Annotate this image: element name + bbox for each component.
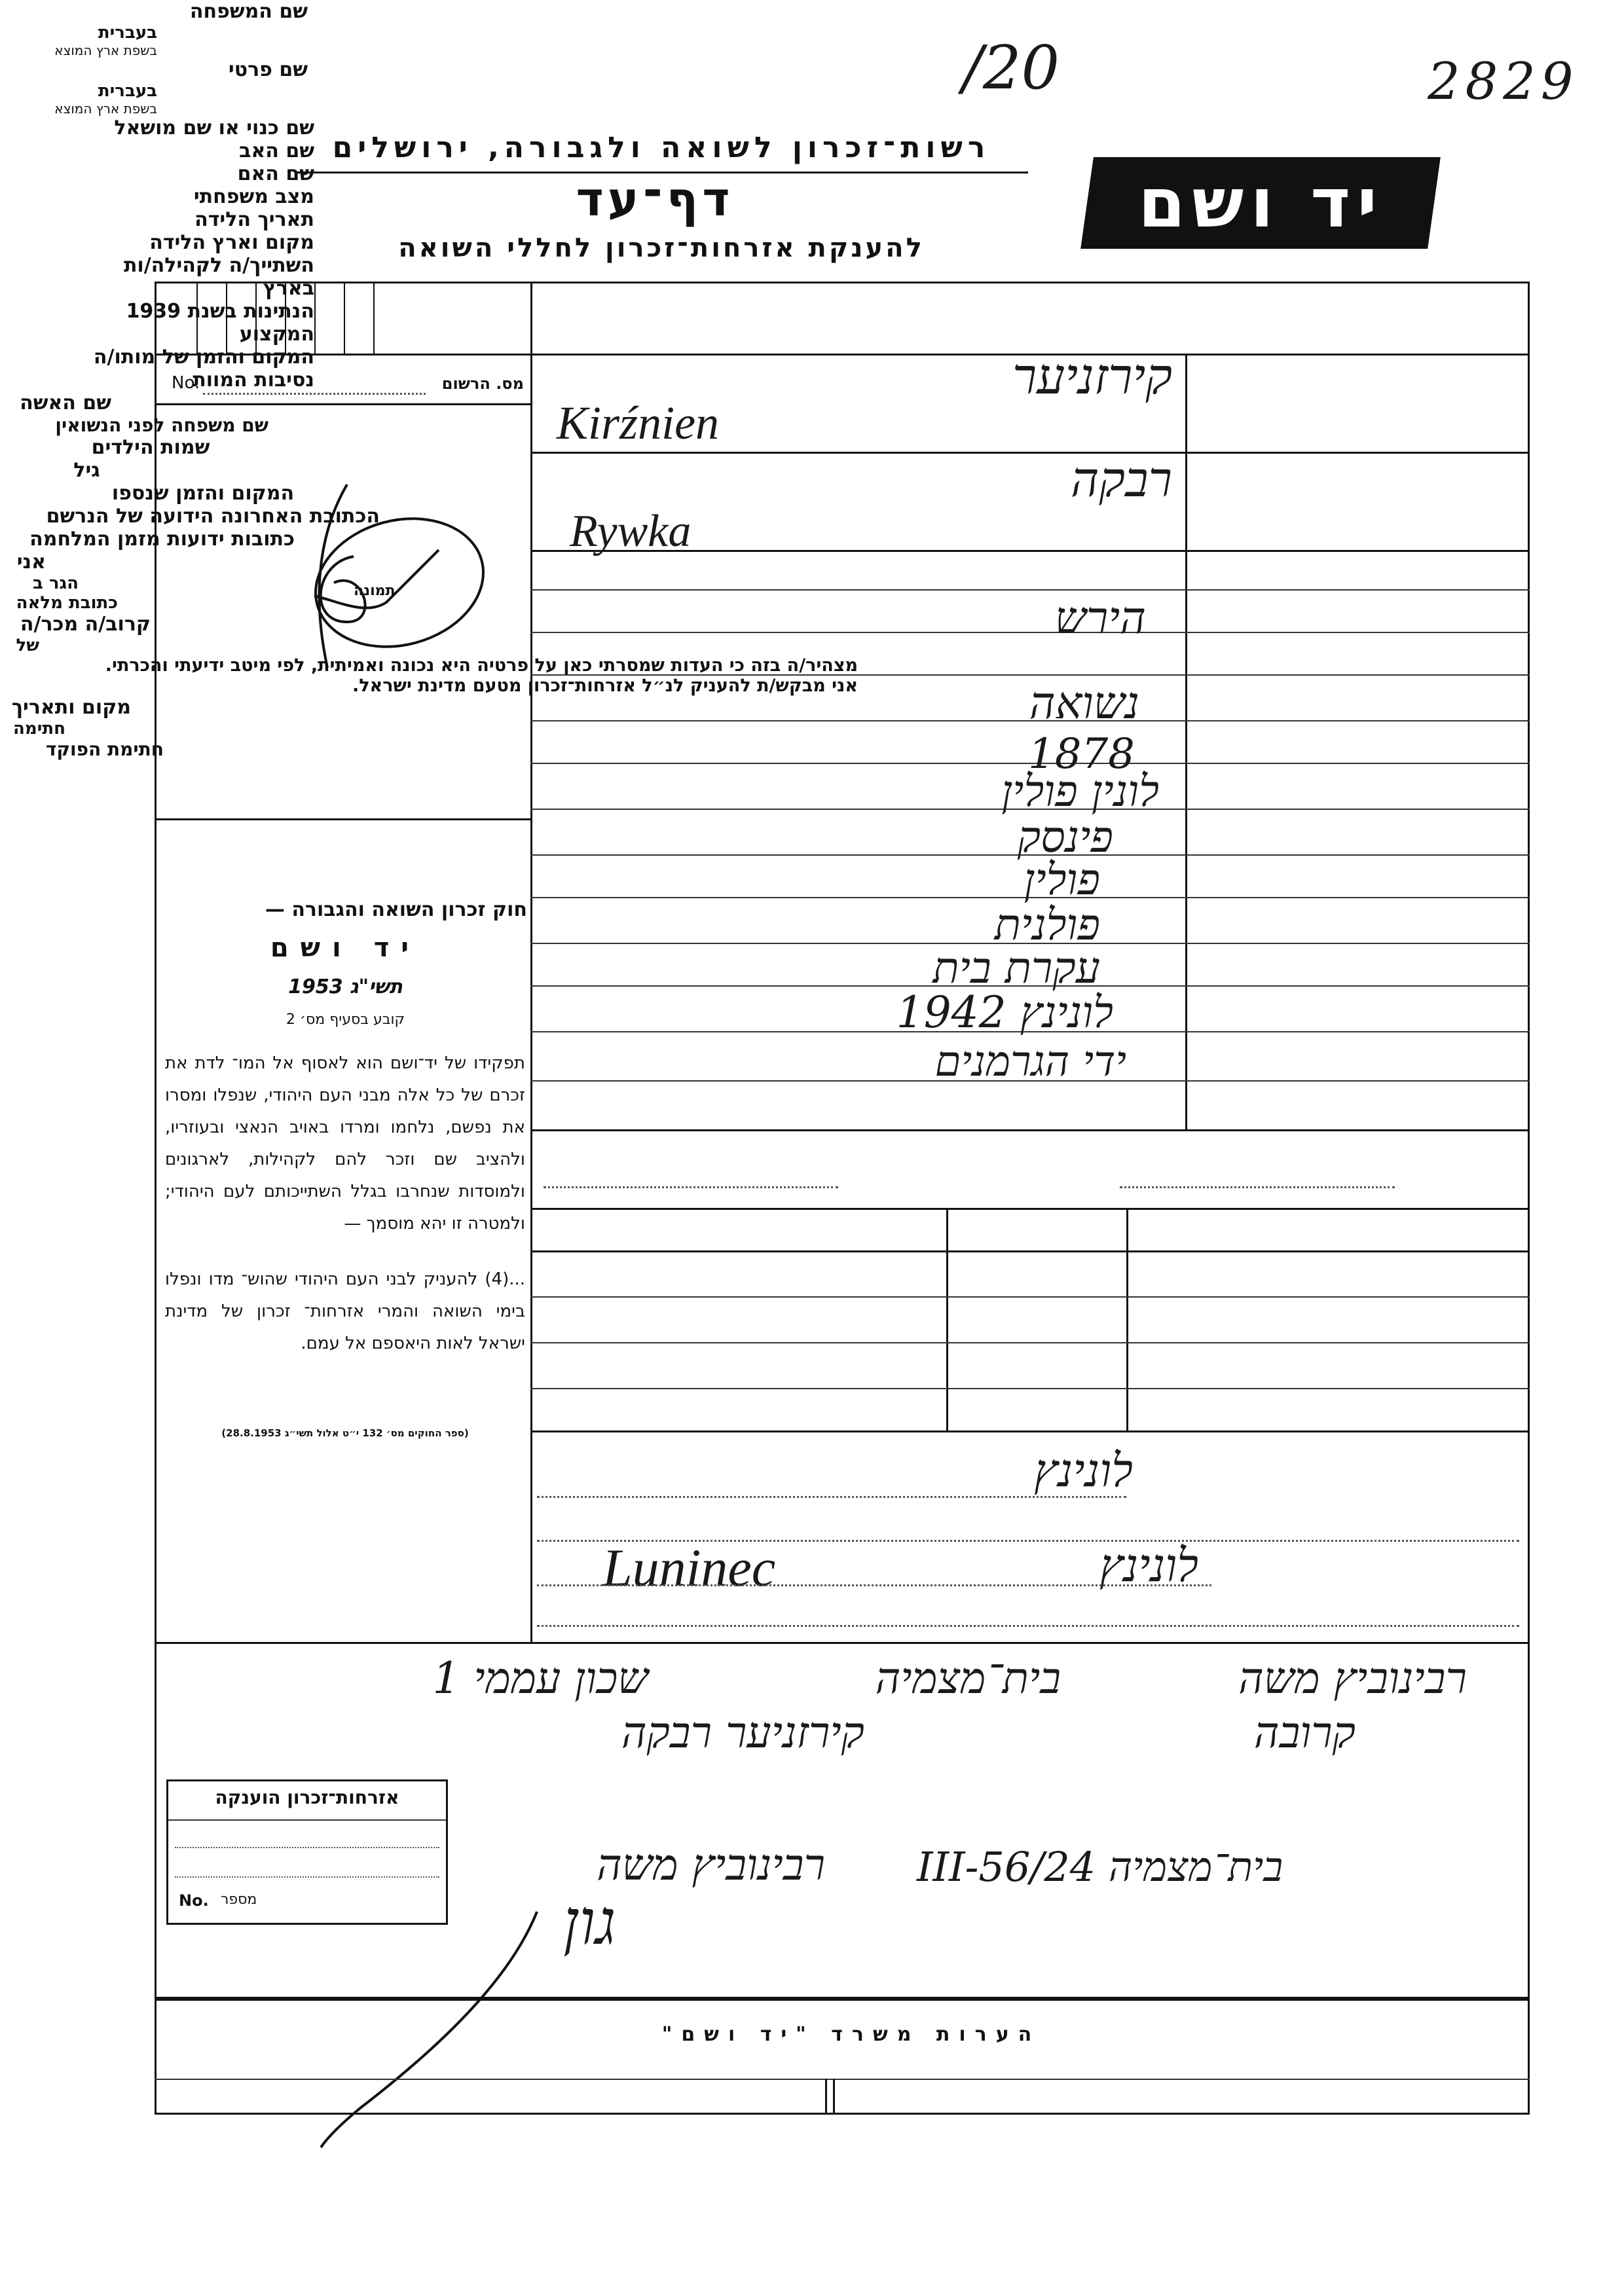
official-signature: גון (563, 1886, 616, 1959)
family-name-origin-value: Kirźnien (557, 397, 720, 449)
of-label: של (16, 636, 39, 655)
country-label: בארץ (263, 277, 314, 300)
law-text-purpose: תפקידו של יד־ושם הוא לאסוף אל המו־ לדת את זכרם של כל אלה מבני העם היהודי, שנפלו ומסרו את נפשם, נלחמו ומרדו באויב הנאצי ובעוזריו, ולהציב שם וזכר להם לקהילות, לארגונים ולמוסדות שנחרבו בגלל השתייכותם לעם היהודי; ולמטרה זו יהא מוסמך — (165, 1053, 525, 1233)
authority-line: רשות־זכרון לשואה ולגבורה, ירושלים (332, 131, 991, 164)
full-address-value: שכון עממי 1 (432, 1653, 648, 1704)
law-year: תשי"ג 1953 (288, 975, 403, 998)
grant-box-title: אזרחות־זכרון הוענקה (215, 1787, 399, 1808)
birth-date-label: תאריך הלידה (194, 208, 314, 231)
family-name-hebrew-label: בעברית (98, 23, 157, 43)
declarant-signature: רבינוביץ משה (597, 1840, 825, 1890)
first-name-hebrew-value: רבקה (1071, 452, 1172, 508)
wartime-address-label: כתובות ידועות מזמן המלחמה (29, 528, 295, 551)
last-address-label: הכתובת האחרונה הידועה של הנרשם (46, 505, 380, 528)
nickname-label: שם כנוי או שם מושאל (114, 117, 314, 139)
wartime-address-hebrew-value: לונינץ (1099, 1539, 1198, 1592)
law-text-clause: ...(4) להעניק לבני העם היהודי שהוש־ מדו ונפלו בימי השואה והמרי אזרחות־ זכרון של מדינת ישראל לאות היאספם אל עמם. (165, 1269, 525, 1353)
resides-in-value: בית־מצמיה (875, 1653, 1061, 1704)
law-reference: (ספר החוקים מס׳ 132 י״ט אלול תשי״ג 28.8.1953) (221, 1427, 469, 1439)
relation-value: קרובה (1253, 1707, 1356, 1758)
place-date-label: מקום ותאריך (11, 696, 131, 719)
profession-label: המקצוע (239, 323, 314, 346)
official-signature-label: חתימת הפוקד (45, 738, 164, 760)
resides-in-label: הגר ב (32, 574, 79, 593)
death-place-time-value: לונינץ 1942 (896, 987, 1113, 1038)
place-date-value: בית־מצמיה 24/III-56 (917, 1843, 1283, 1891)
profession-value: עקרת בית (932, 943, 1100, 993)
citizenship-grant-box (166, 1779, 448, 1925)
children-age-header: גיל (73, 459, 100, 482)
death-cause-value: ידי הגרמנים (934, 1038, 1126, 1086)
family-name-origin-lang-label: בשפת ארץ המוצא (54, 43, 157, 58)
citizenship-label: הנתינות בשנת 1939 (126, 300, 314, 323)
registration-label: מס. הרשום (441, 374, 524, 393)
community-value: פינסק (1017, 812, 1113, 862)
death-place-time-label: המקום והזמן של מותו/ה (93, 346, 314, 369)
declarant-name-value: רבינוביץ משה (1238, 1653, 1467, 1704)
first-name-hebrew-label: בעברית (98, 81, 157, 101)
page-number: 2829 (1428, 52, 1579, 111)
first-name-origin-value: Rywka (570, 506, 692, 556)
photo-label: תמונה (354, 583, 396, 599)
mother-name-label: שם האם (237, 162, 314, 185)
first-name-label: שם פרטי (228, 58, 308, 81)
photo-signature-scribble (157, 406, 529, 818)
law-name: יד ושם (270, 933, 421, 963)
birth-place-value: לונין פולין (1001, 766, 1159, 816)
birth-date-value: 1878 (1028, 730, 1135, 778)
folio-number: /20 (963, 33, 1060, 103)
maiden-name-label: שם משפחה לפני הנשואין (55, 414, 268, 436)
grant-box-no-label: No. (179, 1891, 209, 1910)
death-cause-label: נסיבות המוות (193, 369, 314, 392)
wartime-address-origin-value: Luninec (602, 1538, 776, 1597)
children-death-place-header: המקום והזמן שנספו (111, 482, 295, 505)
father-name-label: שם האב (239, 139, 314, 162)
last-address-value: לונינץ (1033, 1444, 1133, 1497)
yad-vashem-logo: יד ושם (1080, 157, 1441, 249)
marital-status-label: מצב משפחתי (193, 185, 314, 208)
registration-no-label: No. (172, 373, 200, 393)
father-name-value: הירש (1054, 592, 1146, 644)
notes-title: הערות משרד "יד ושם" (661, 2023, 1041, 2046)
declarant-i-label: אני (16, 551, 46, 574)
family-name-hebrew-value: קירזניער (1012, 347, 1172, 405)
first-name-origin-lang-label: בשפת ארץ המוצא (54, 101, 157, 117)
country-value: פולין (1024, 854, 1100, 905)
of-name-value: קירזניער רבקה (621, 1707, 864, 1758)
wife-name-label: שם האשה (20, 392, 111, 414)
full-address-label: כתובת מלאה (16, 593, 118, 613)
law-title: חוק זכרון השואה והגבורה — (265, 898, 527, 921)
declaration-statement: מצהיר/ה בזה כי העדות שמסרתי כאן על פרטיה היא נכונה ואמיתית, לפי מיטב ידיעתי והכרתי. (105, 655, 858, 676)
grant-box-number-label: מספר (221, 1891, 257, 1908)
citizenship-value: פולנית (994, 900, 1100, 950)
community-label: השתייך/ה לקהילה/ות (123, 254, 314, 277)
children-names-header: שמות הילדים (91, 436, 210, 459)
family-name-label: שם המשפחה (189, 0, 308, 23)
law-section: קובע בסעיף מס׳ 2 (286, 1011, 405, 1028)
form-title: דף־עד (576, 172, 734, 227)
marital-status-value: נשואה (1029, 678, 1139, 729)
form-subtitle: להענקת אזרחות־זכרון לחללי השואה (398, 233, 925, 263)
relation-label: קרוב/ה מכר/ה (20, 613, 151, 636)
signature-label: חתימה (13, 719, 65, 738)
birth-place-label: מקום וארץ הלידה (149, 231, 314, 254)
citizenship-request: אני מבקש/ת להעניק לנ״ל אזרחות־זכרון מטעם מדינת ישראל. (352, 676, 858, 696)
photo-area (157, 406, 529, 818)
